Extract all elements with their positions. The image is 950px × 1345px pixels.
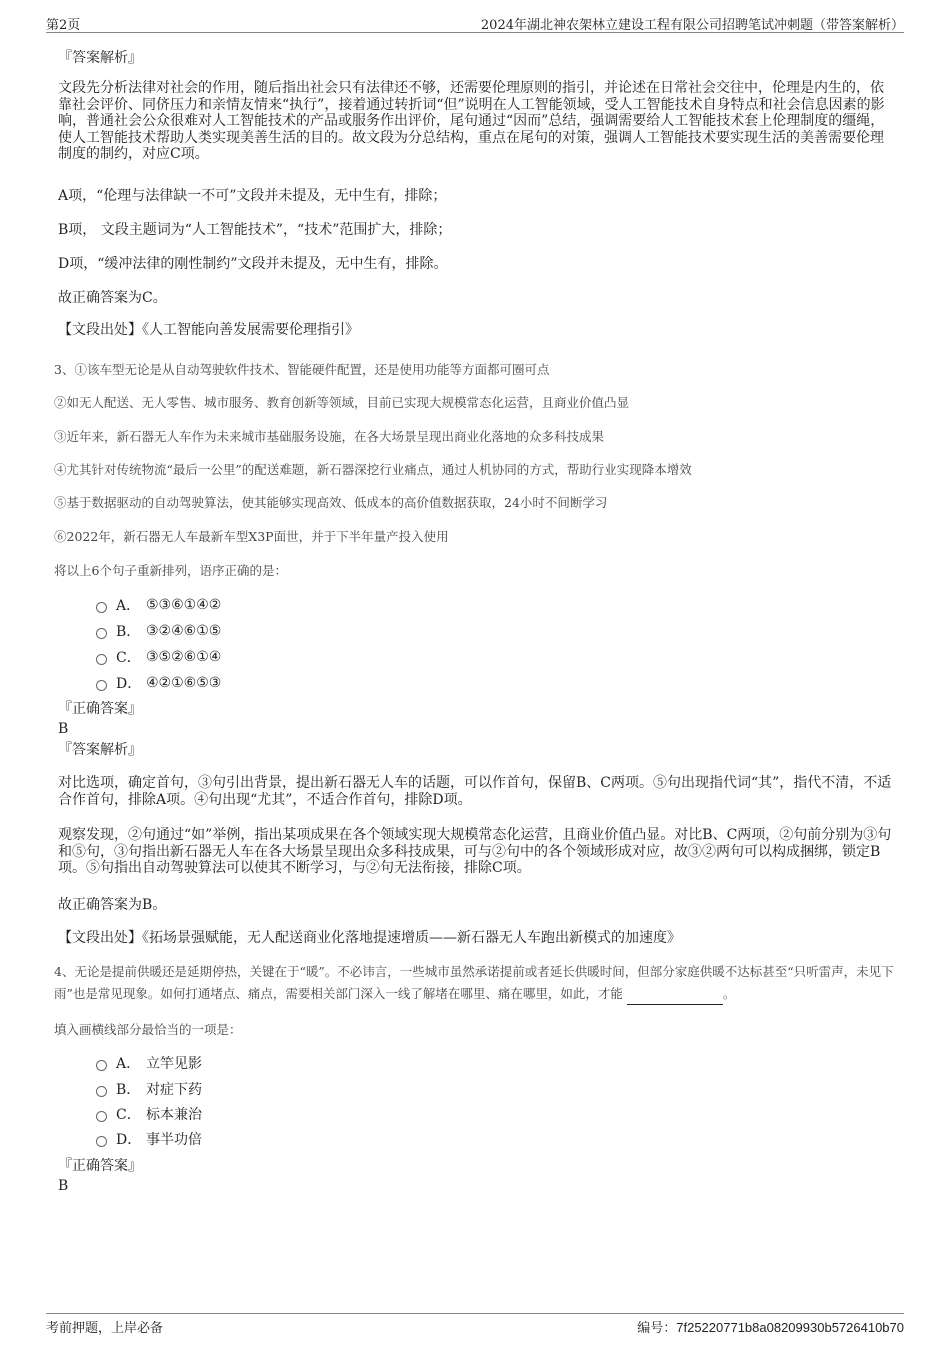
page-number: 第2页 xyxy=(46,18,81,33)
document-title: 2024年湖北神农架林立建设工程有限公司招聘笔试冲刺题（带答案解析） xyxy=(480,18,904,33)
radio-icon[interactable] xyxy=(96,1060,107,1071)
radio-icon[interactable] xyxy=(96,1111,107,1122)
q2-conclusion: 故正确答案为C。 xyxy=(58,290,167,306)
q2-analysis-option-a: A项，“伦理与法律缺一不可”文段并未提及，无中生有，排除； xyxy=(58,188,447,204)
q3-option-a[interactable]: A． ⑤③⑥①④② xyxy=(96,596,221,614)
q3-analysis-paragraph-2: 观察发现，②句通过“如”举例，指出某项成果在各个领域实现大规模常态化运营，且商业价值凸显。对比B、C两项，②句前分别为③句和⑤句，③句指出新石器无人车在各大场景呈现出众多科技成果，可与②句中的各个领域形成对应，故③②两句可以构成捆绑，锁定B项。⑤句指出自动驾驶算法可以使其不断学习，与②句无法衔接，排除C项。 xyxy=(58,827,892,876)
q4-prompt: 填入画横线部分最恰当的一项是： xyxy=(54,1022,242,1037)
q3-sentence-3: ③近年来，新石器无人车作为未来城市基础服务设施，在各大场景呈现出商业化落地的众多科技成果 xyxy=(54,429,605,444)
q3-option-d[interactable]: D． ④②①⑥⑤③ xyxy=(96,674,221,692)
q3-option-c[interactable]: C． ③⑤②⑥①④ xyxy=(96,648,221,666)
q2-source: 【文段出处】《人工智能向善发展需要伦理指引》 xyxy=(58,322,359,338)
q3-analysis-label: 『答案解析』 xyxy=(58,742,142,758)
q2-analysis-label: 『答案解析』 xyxy=(58,50,142,66)
footer-slogan: 考前押题，上岸必备 xyxy=(46,1321,164,1336)
q3-sentence-4: ④尤其针对传统物流“最后一公里”的配送难题，新石器深挖行业痛点，通过人机协同的方式，帮助行业实现降本增效 xyxy=(54,462,692,477)
q3-sentence-1: 3、①该车型无论是从自动驾驶软件技术、智能硬件配置，还是使用功能等方面都可圈可点 xyxy=(54,362,550,377)
radio-icon[interactable] xyxy=(96,654,107,665)
q4-option-d[interactable]: D． 事半功倍 xyxy=(96,1130,202,1148)
q3-conclusion: 故正确答案为B。 xyxy=(58,897,167,913)
q4-answer: B xyxy=(58,1178,69,1194)
q3-sentence-5: ⑤基于数据驱动的自动驾驶算法，使其能够实现高效、低成本的高价值数据获取，24小时不间断学习 xyxy=(54,495,608,510)
q3-analysis-paragraph-1: 对比选项，确定首句，③句引出背景，提出新石器无人车的话题，可以作首句，保留B、C两项。⑤句出现指代词“其”，指代不清，不适合作首句，排除A项。④句出现“尤其”，不适合作首句，排除D项。 xyxy=(58,775,892,808)
q2-analysis-paragraph: 文段先分析法律对社会的作用，随后指出社会只有法律还不够，还需要伦理原则的指引，并论述在日常社会交往中，伦理是内生的，依靠社会评价、同侪压力和亲情友情来“执行”，接着通过转折词“但”说明在人工智能领域，受人工智能技术自身特点和社会信息因素的影响，普通社会公众很难对人工智能技术的产品或服务作出评价，尾句通过“因而”总结，强调需要给人工智能技术套上伦理制度的缰绳，使人工智能技术帮助人类实现美善生活的目的。故文段为分总结构，重点在尾句的对策，强调人工智能技术要实现生活的美善需要伦理制度的制约，对应C项。 xyxy=(58,80,885,162)
radio-icon[interactable] xyxy=(96,628,107,639)
q3-option-b[interactable]: B． ③②④⑥①⑤ xyxy=(96,622,221,640)
q4-answer-label: 『正确答案』 xyxy=(58,1158,142,1174)
q2-analysis-option-d: D项，“缓冲法律的刚性制约”文段并未提及，无中生有，排除。 xyxy=(58,256,448,272)
q4-option-c[interactable]: C． 标本兼治 xyxy=(96,1105,202,1123)
q3-prompt: 将以上6个句子重新排列，语序正确的是： xyxy=(54,563,287,578)
q3-answer: B xyxy=(58,721,69,737)
page-header xyxy=(46,14,904,33)
q3-sentence-2: ②如无人配送、无人零售、城市服务、教育创新等领域，目前已实现大规模常态化运营，且商业价值凸显 xyxy=(54,395,630,410)
q2-analysis-option-b: B项， 文段主题词为“人工智能技术”，“技术”范围扩大，排除； xyxy=(58,222,452,238)
radio-icon[interactable] xyxy=(96,1086,107,1097)
q4-stem: 4、无论是提前供暖还是延期停热，关键在于“暖”。不必讳言，一些城市虽然承诺提前或者延长供暖时间，但部分家庭供暖不达标甚至“只听雷声，未见下雨”也是常见现象。如何打通堵点、痛点，需要相关部门深入一线了解堵在哪里、痛在哪里，如此，才能 。 xyxy=(54,961,904,1005)
q3-answer-label: 『正确答案』 xyxy=(58,701,142,717)
q4-option-b[interactable]: B． 对症下药 xyxy=(96,1080,202,1098)
radio-icon[interactable] xyxy=(96,680,107,691)
radio-icon[interactable] xyxy=(96,1136,107,1147)
q4-option-a[interactable]: A． 立竿见影 xyxy=(96,1054,202,1072)
q3-sentence-6: ⑥2022年，新石器无人车最新车型X3P面世，并于下半年量产投入使用 xyxy=(54,529,449,544)
radio-icon[interactable] xyxy=(96,602,107,613)
q3-source: 【文段出处】《拓场景强赋能，无人配送商业化落地提速增质——新石器无人车跑出新模式的加速度》 xyxy=(58,930,681,946)
answer-blank xyxy=(627,992,723,1005)
document-code: 编号：7f25220771b8a08209930b5726410b70 xyxy=(637,1320,904,1336)
page-footer xyxy=(46,1313,904,1336)
